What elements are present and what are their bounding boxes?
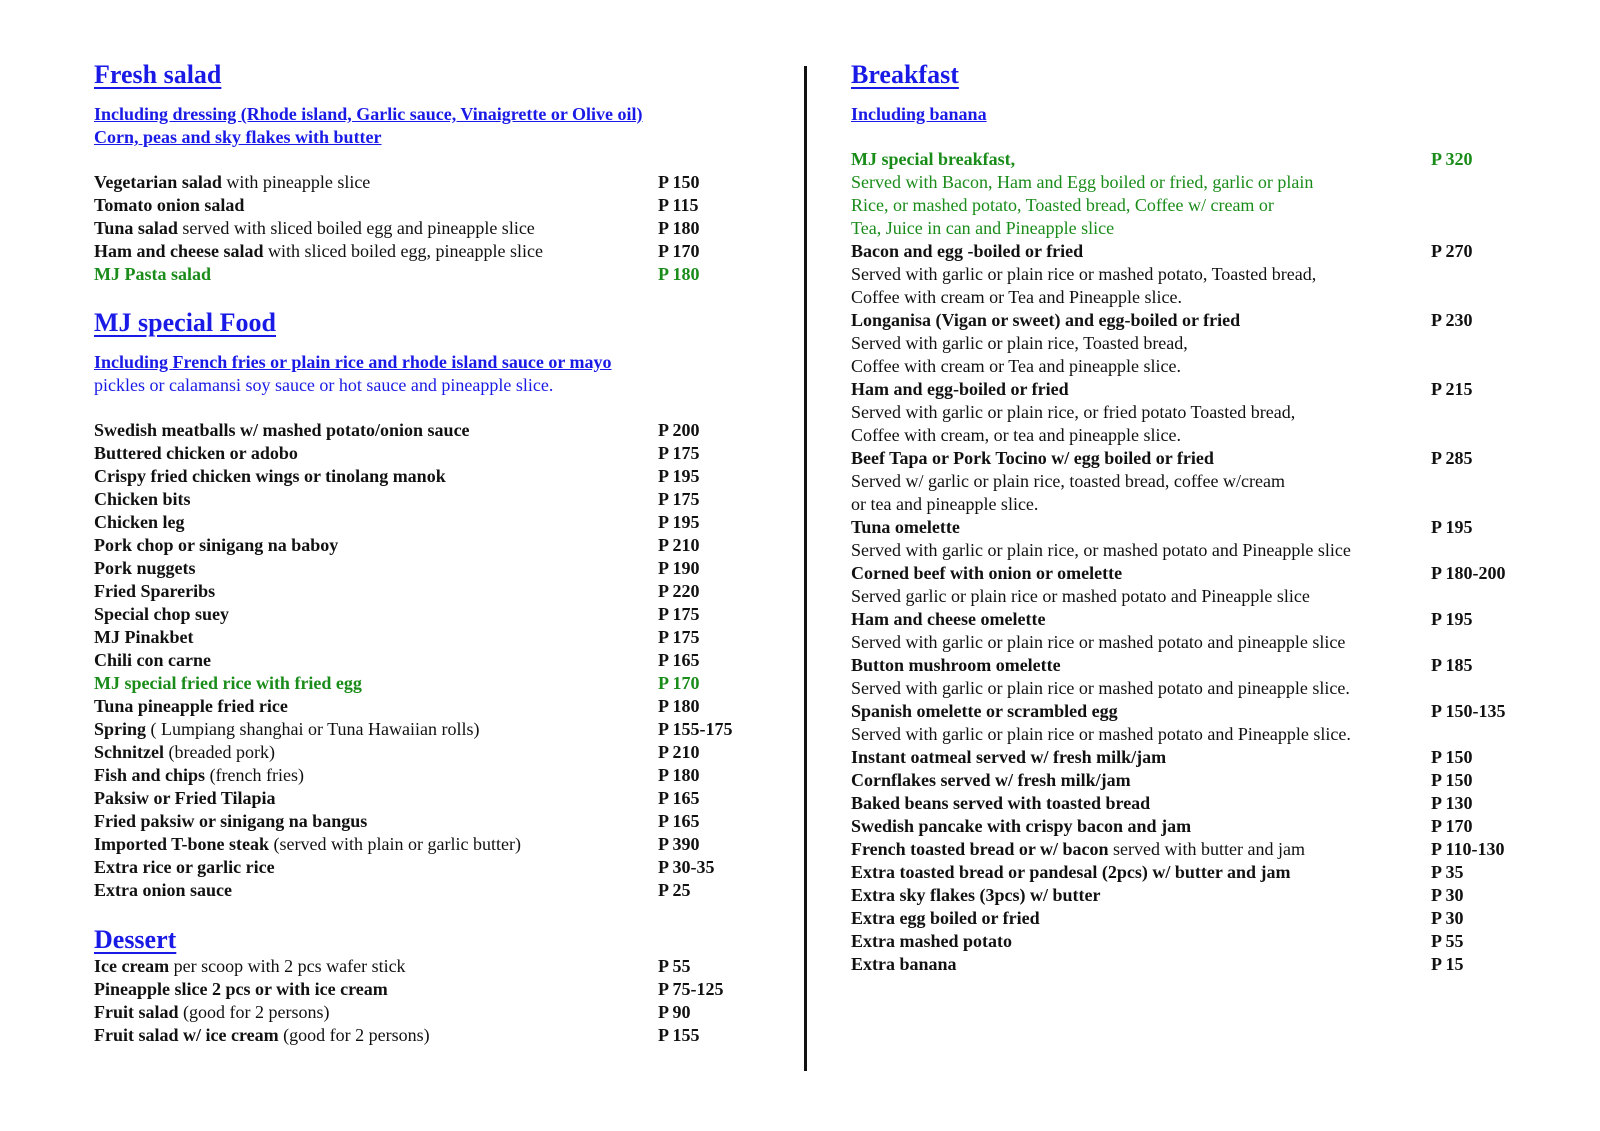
item-price: P 270 [1431, 241, 1473, 261]
item-name: Pineapple slice 2 pcs or with ice cream [94, 979, 388, 999]
item-price: P 190 [658, 558, 700, 578]
item-name: Ice cream [94, 956, 170, 976]
item-description: Served with garlic or plain rice, Toasted bread, [851, 333, 1188, 353]
item-name: Bacon and egg -boiled or fried [851, 241, 1084, 261]
item-price: P 170 [658, 241, 700, 261]
menu-item [94, 879, 744, 902]
item-name: MJ Pinakbet [94, 627, 194, 647]
item-price: P 195 [1431, 517, 1473, 537]
item-name: Buttered chicken or adobo [94, 443, 298, 463]
item-name: Extra onion sauce [94, 880, 233, 900]
item-name: Tuna omelette [851, 517, 960, 537]
menu-item [94, 557, 744, 580]
breakfast-note: Including banana [851, 104, 987, 124]
menu-item [94, 764, 744, 787]
item-price: P 180 [658, 218, 700, 238]
menu-item [94, 240, 744, 263]
item-price: P 150 [1431, 770, 1473, 790]
menu-item [851, 654, 1531, 677]
item-description: Coffee with cream or Tea and pineapple slice. [851, 356, 1181, 376]
item-price: P 90 [658, 1002, 691, 1022]
menu-item-highlight [851, 148, 1531, 171]
menu-item [851, 815, 1531, 838]
item-description: Rice, or mashed potato, Toasted bread, Coffee w/ cream or [851, 195, 1274, 215]
menu-item [94, 194, 744, 217]
item-price: P 155-175 [658, 719, 733, 739]
item-name: Spring [94, 719, 147, 739]
item-detail: (french fries) [205, 765, 305, 785]
dessert-title: Dessert [94, 925, 177, 954]
item-price: P 285 [1431, 448, 1473, 468]
menu-item [851, 608, 1531, 631]
item-name: Pork chop or sinigang na baboy [94, 535, 339, 555]
item-price: P 230 [1431, 310, 1473, 330]
item-description: Tea, Juice in can and Pineapple slice [851, 218, 1115, 238]
item-description: Served with garlic or plain rice or mashed potato and pineapple slice [851, 632, 1346, 652]
item-price: P 200 [658, 420, 700, 440]
menu-item [851, 838, 1531, 861]
menu-item [94, 741, 744, 764]
item-name: Vegetarian salad [94, 172, 222, 192]
menu-item [94, 955, 744, 978]
item-name: Ham and egg-boiled or fried [851, 379, 1069, 399]
item-price: P 320 [1431, 149, 1473, 169]
item-name: Extra sky flakes (3pcs) w/ butter [851, 885, 1101, 905]
item-name: Fruit salad w/ ice cream [94, 1025, 279, 1045]
menu-item [94, 580, 744, 603]
menu-item [851, 309, 1531, 332]
item-price: P 115 [658, 195, 699, 215]
item-name: Chicken leg [94, 512, 185, 532]
item-price: P 180 [658, 696, 700, 716]
menu-item [94, 695, 744, 718]
left-column [94, 58, 744, 1047]
item-price: P 210 [658, 535, 700, 555]
menu-item [94, 534, 744, 557]
item-name: Tuna salad [94, 218, 178, 238]
menu-item [94, 856, 744, 879]
item-price: P 210 [658, 742, 700, 762]
item-name: Spanish omelette or scrambled egg [851, 701, 1118, 721]
menu-item [851, 562, 1531, 585]
item-price: P 130 [1431, 793, 1473, 813]
menu-item [94, 465, 744, 488]
item-name: Extra mashed potato [851, 931, 1012, 951]
item-name: MJ Pasta salad [94, 264, 211, 284]
fresh-salad-note-1: Including dressing (Rhode island, Garlic sauce, Vinaigrette or Olive oil) [94, 104, 643, 124]
item-name: Tomato onion salad [94, 195, 245, 215]
item-price: P 15 [1431, 954, 1464, 974]
item-name: Extra rice or garlic rice [94, 857, 275, 877]
menu-item [94, 603, 744, 626]
fresh-salad-title: Fresh salad [94, 60, 222, 89]
menu-item [94, 833, 744, 856]
breakfast-title: Breakfast [851, 60, 959, 89]
item-price: P 165 [658, 811, 700, 831]
item-name: Special chop suey [94, 604, 230, 624]
menu-item [94, 171, 744, 194]
item-price: P 110-130 [1431, 839, 1505, 859]
menu-item [94, 787, 744, 810]
item-name: Paksiw or Fried Tilapia [94, 788, 276, 808]
item-detail: served with butter and jam [1108, 839, 1305, 859]
item-price: P 150-135 [1431, 701, 1506, 721]
breakfast-special [851, 148, 1531, 240]
item-detail: (breaded pork) [164, 742, 275, 762]
item-name: Ham and cheese omelette [851, 609, 1046, 629]
item-description: Served with garlic or plain rice, or fried potato Toasted bread, [851, 402, 1296, 422]
item-description: Served garlic or plain rice or mashed potato and Pineapple slice [851, 586, 1310, 606]
item-price: P 215 [1431, 379, 1473, 399]
item-price: P 195 [1431, 609, 1473, 629]
item-name: Baked beans served with toasted bread [851, 793, 1151, 813]
item-name: Beef Tapa or Pork Tocino w/ egg boiled or fried [851, 448, 1214, 468]
item-price: P 55 [658, 956, 691, 976]
item-price: P 175 [658, 489, 700, 509]
special-food-list [94, 419, 744, 902]
item-price: P 30 [1431, 885, 1464, 905]
menu-item [851, 953, 1531, 976]
item-description: Served w/ garlic or plain rice, toasted bread, coffee w/cream [851, 471, 1285, 491]
dessert-list [94, 955, 744, 1047]
item-detail: (served with plain or garlic butter) [269, 834, 521, 854]
menu-item-highlight [94, 263, 744, 286]
item-price: P 390 [658, 834, 700, 854]
item-detail: per scoop with 2 pcs wafer stick [169, 956, 406, 976]
item-price: P 155 [658, 1025, 700, 1045]
item-price: P 35 [1431, 862, 1464, 882]
item-name: Longanisa (Vigan or sweet) and egg-boiled or fried [851, 310, 1241, 330]
item-price: P 175 [658, 627, 700, 647]
menu-item [94, 1001, 744, 1024]
item-name: Instant oatmeal served w/ fresh milk/jam [851, 747, 1167, 767]
item-name: Fruit salad [94, 1002, 179, 1022]
special-food-title: MJ special Food [94, 308, 276, 337]
item-description: Coffee with cream or Tea and Pineapple slice. [851, 287, 1182, 307]
item-price: P 170 [1431, 816, 1473, 836]
item-detail: with pineapple slice [221, 172, 371, 192]
item-description: Served with garlic or plain rice, or mashed potato and Pineapple slice [851, 540, 1351, 560]
item-name: MJ special breakfast, [851, 149, 1016, 169]
item-name: Extra egg boiled or fried [851, 908, 1040, 928]
item-name: Crispy fried chicken wings or tinolang manok [94, 466, 446, 486]
menu-item [94, 810, 744, 833]
item-detail: (good for 2 persons) [278, 1025, 430, 1045]
item-name: Corned beef with onion or omelette [851, 563, 1123, 583]
menu-item [94, 718, 744, 741]
column-divider [804, 66, 807, 1071]
item-description: Served with garlic or plain rice or mashed potato, Toasted bread, [851, 264, 1317, 284]
menu-item [94, 442, 744, 465]
menu-item [851, 700, 1531, 723]
item-price: P 55 [1431, 931, 1464, 951]
item-name: Fried Spareribs [94, 581, 216, 601]
right-column [851, 58, 1531, 976]
item-description: Served with Bacon, Ham and Egg boiled or fried, garlic or plain [851, 172, 1314, 192]
fresh-salad-note-2: Corn, peas and sky flakes with butter [94, 127, 382, 147]
menu-item [851, 930, 1531, 953]
item-price: P 175 [658, 604, 700, 624]
item-price: P 30 [1431, 908, 1464, 928]
item-name: Ham and cheese salad [94, 241, 264, 261]
item-name: Swedish pancake with crispy bacon and jam [851, 816, 1192, 836]
item-price: P 180 [658, 264, 700, 284]
menu-item [94, 217, 744, 240]
menu-item [851, 378, 1531, 401]
item-name: French toasted bread or w/ bacon [851, 839, 1109, 859]
fresh-salad-list [94, 171, 744, 286]
special-food-note-bold: Including French fries or plain rice and rhode island sauce or mayo [94, 352, 612, 372]
item-name: Schnitzel [94, 742, 164, 762]
item-name: Extra toasted bread or pandesal (2pcs) w/ butter and jam [851, 862, 1291, 882]
item-price: P 30-35 [658, 857, 715, 877]
item-price: P 165 [658, 650, 700, 670]
menu-item [94, 1024, 744, 1047]
item-name: Pork nuggets [94, 558, 196, 578]
menu-item [851, 516, 1531, 539]
item-name: Button mushroom omelette [851, 655, 1061, 675]
item-detail: with sliced boiled egg, pineapple slice [263, 241, 543, 261]
item-price: P 25 [658, 880, 691, 900]
breakfast-list [851, 240, 1531, 976]
item-price: P 150 [658, 172, 700, 192]
menu-item [94, 978, 744, 1001]
menu-item [94, 511, 744, 534]
item-price: P 170 [658, 673, 700, 693]
menu-item-highlight [94, 672, 744, 695]
item-price: P 75-125 [658, 979, 724, 999]
menu-item [851, 792, 1531, 815]
menu-item [851, 769, 1531, 792]
item-price: P 180 [658, 765, 700, 785]
menu-item [851, 746, 1531, 769]
item-description: Served with garlic or plain rice or mashed potato and pineapple slice. [851, 678, 1350, 698]
item-price: P 195 [658, 512, 700, 532]
menu-item [94, 488, 744, 511]
menu-item [851, 907, 1531, 930]
item-name: Fried paksiw or sinigang na bangus [94, 811, 368, 831]
menu-item [94, 626, 744, 649]
item-price: P 220 [658, 581, 700, 601]
menu-item [851, 240, 1531, 263]
item-price: P 150 [1431, 747, 1473, 767]
item-price: P 165 [658, 788, 700, 808]
item-name: Imported T-bone steak [94, 834, 270, 854]
item-detail: served with sliced boiled egg and pineapple slice [177, 218, 535, 238]
item-name: Extra banana [851, 954, 957, 974]
menu-item [851, 861, 1531, 884]
item-description: Served with garlic or plain rice or mashed potato and Pineapple slice. [851, 724, 1351, 744]
item-name: Cornflakes served w/ fresh milk/jam [851, 770, 1131, 790]
item-price: P 180-200 [1431, 563, 1506, 583]
menu-item [851, 884, 1531, 907]
special-food-note: pickles or calamansi soy sauce or hot sauce and pineapple slice. [94, 375, 554, 395]
item-price: P 185 [1431, 655, 1473, 675]
item-detail: (good for 2 persons) [178, 1002, 330, 1022]
item-name: MJ special fried rice with fried egg [94, 673, 362, 693]
item-price: P 195 [658, 466, 700, 486]
menu-item [94, 419, 744, 442]
item-name: Swedish meatballs w/ mashed potato/onion sauce [94, 420, 470, 440]
item-price: P 175 [658, 443, 700, 463]
item-description: or tea and pineapple slice. [851, 494, 1039, 514]
menu-item [851, 447, 1531, 470]
item-detail: ( Lumpiang shanghai or Tuna Hawaiian rolls) [146, 719, 480, 739]
item-name: Chili con carne [94, 650, 211, 670]
item-name: Chicken bits [94, 489, 191, 509]
item-name: Tuna pineapple fried rice [94, 696, 288, 716]
menu-item [94, 649, 744, 672]
item-description: Coffee with cream, or tea and pineapple slice. [851, 425, 1182, 445]
item-name: Fish and chips [94, 765, 206, 785]
